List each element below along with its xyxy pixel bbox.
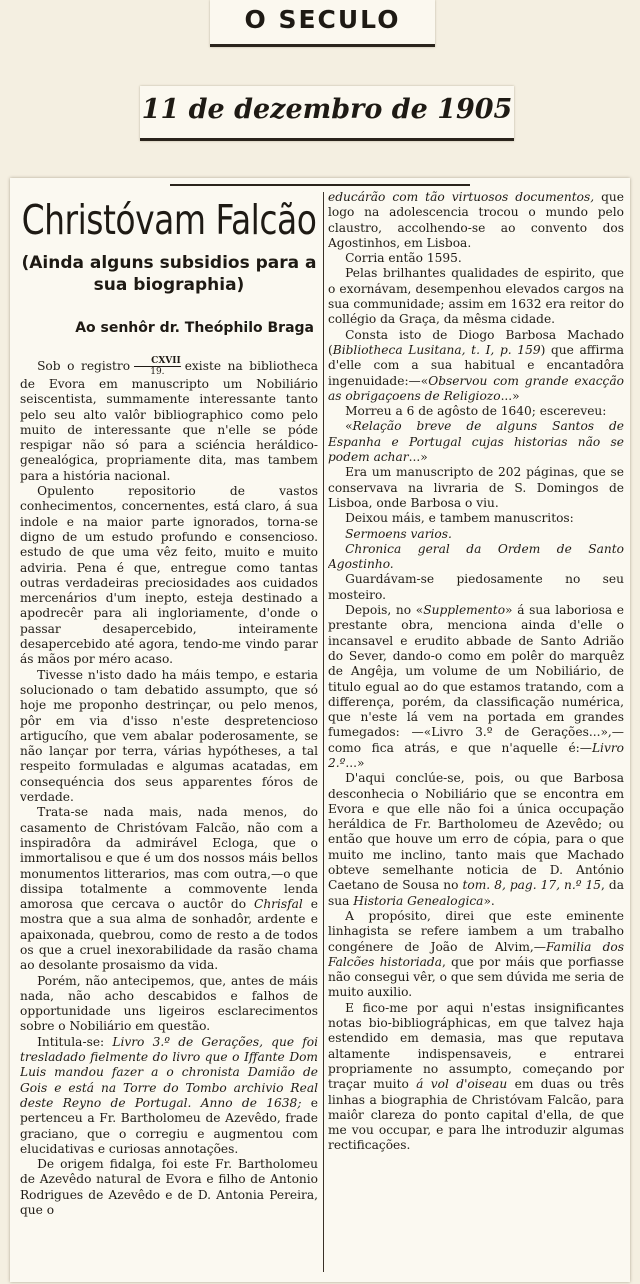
paragraph: Intitula-se: Livro 3.º de Gerações, que foi tresladado fielmente do livro que o Iffante Dom Luis mandou fazer a o chronista Damião de Gois e está na Torre do Tombo archivio Real deste Reyno de Portugal. Anno de 1638; e pertenceu a Fr. Bartholomeu de Azevêdo, frade graciano, que o corregiu e augmentou com elucidativas e curiosas annotações. — [20, 1034, 318, 1156]
paragraph: Depois, no «Supplemento» á sua laboriosa e prestante obra, menciona ainda d'elle o incansavel e erudito abbade de Santo Adrião do Sever, dando-o como em polêr do marquêz de Angêja, um volume de um Nobiliário, de titulo egual ao do que estamos tratando, com a differença, porém, da classificação numérica, que n'este lá vem na portada em grandes fumegados: —«Livro 3.º de Gerações...»,—como fica atrás, e que n'aquelle é:—Livro 2.º...» — [328, 603, 624, 770]
paragraph: Porém, não antecipemos, que, antes de máis nada, não acho descabidos e falhos de opportunidade uns ligeiros esclarecimentos sobre o Nobiliário em questão. — [20, 973, 318, 1034]
paragraph: «Relação breve de alguns Santos de Espanha e Portugal cujas historias não se podem achar...» — [328, 419, 624, 465]
column-right — [328, 190, 624, 1278]
masthead-strip — [210, 0, 435, 47]
paragraph: Deixou máis, e tambem manuscritos: — [345, 511, 574, 526]
column-left — [20, 190, 318, 1278]
paragraph: Guardávam-se piedosamente no seu mosteiro. — [328, 572, 624, 602]
paragraph: Opulento repositorio de vastos conhecimentos, concernentes, está claro, á sua indole e na maior parte ignorados, torna-se digno de um estudo profundo e consencioso. estudo de que uma vêz feito, muito e muito adviria. Pena é que, entregue como tantas outras verdadeiras preciosidades aos cuidados mercenários d'um inepto, esteja destinado a apodrecêr para ali ingloriamente, d'onde o passar desapercebido, inteiramente desapercebido até agora, tendo-me vindo parar ás mãos por méro acaso. — [20, 484, 318, 667]
registry-fraction: $\frac{\text{CXVII}}{19.}$ — [134, 356, 181, 377]
column-rule — [323, 192, 324, 1272]
paragraph: Tivesse n'isto dado ha máis tempo, e estaria solucionado o tam debatido assumpto, que só hoje me proponho destrinçar, ou pelo menos, pôr em via d'isso n'este despretencioso artigucího, que vem abalar poderosamente, se não lançar por terra, várias hypótheses, a tal respeito formuladas e algumas acatadas, em consequéncia dos seus apparentes fóros de verdade. — [20, 667, 318, 805]
masthead-title: O SECULO — [244, 5, 401, 34]
paragraph: Morreu a 6 de agôsto de 1640; escereveu: — [345, 404, 607, 419]
paragraph: D'aqui conclúe-se, pois, ou que Barbosa desconhecia o Nobiliário que se encontra em Evora e que elle não foi a única occupação heráldica de Fr. Bartholomeu de Azevêdo; ou então que houve um erro de cópia, para o que muito me inclino, tanto mais que Machado obteve semelhante noticia de D. António Caetano de Sousa no tom. 8, pag. 17, n.º 15, da sua Historia Genealogica». — [328, 771, 624, 908]
paragraph: Sob o registro $\frac{\text{CXVII}}{19.}$ existe na bibliotheca de Evora em manuscripto um Nobiliário seiscentista, summamente interessante tanto pelo seu alto valôr bibliographico como pelo muito de interessante que n'elle se póde respigar não só para a sciéncia heráldico-genealógica, propriamente dita, mas tambem para a história nacional. — [20, 356, 318, 483]
paragraph: Pelas brilhantes qualidades de espirito, que o exornávam, desempenhou elevados cargos na sua communidade; assim em 1632 era reitor do collégio da Graça, da mêsma cidade. — [328, 266, 624, 327]
paragraph: Consta isto de Diogo Barbosa Machado (Bibliotheca Lusitana, t. I, p. 159) que affirma d'elle com a sua habitual e encantadôra ingenuidade:—«Observou com grande exacção as obrigaçoens de Religiozo...» — [328, 327, 624, 403]
paragraph: Chronica geral da Ordem de Santo Agostinho. — [328, 541, 624, 572]
date-strip — [140, 86, 514, 141]
article-title: Christóvam Falcão — [21, 195, 317, 244]
paragraph: A propósito, direi que este eminente linhagista se refere iambem a um trabalho congénere de João de Alvim,—Familia dos Falcões historiada, que por máis que porfiasse não consegui vêr, o que sem dúvida me seria de muito auxilio. — [328, 908, 624, 1000]
paragraph: educárão com tão virtuosos documentos, que logo na adolescencia trocou o mundo pelo claustro, accolhendo-se ao convento dos Agostinhos, em Lisboa. — [328, 190, 624, 250]
issue-date: 11 de dezembro de 1905 — [141, 94, 513, 125]
article-subtitle: (Ainda alguns subsidios para a sua biographia) — [21, 253, 317, 295]
paragraph: Era um manuscripto de 202 páginas, que se conservava na livraria de S. Domingos de Lisboa, onde Barbosa o viu. — [328, 465, 624, 510]
paragraph: De origem fidalga, foi este Fr. Bartholomeu de Azevêdo natural de Evora e filho de Antonio Rodrigues de Azevêdo e de D. Antonia Pereira, que o — [20, 1157, 318, 1218]
paragraph: Sermoens varios. — [345, 526, 452, 541]
dedication: Ao senhôr dr. Theóphilo Braga — [75, 320, 314, 336]
paragraph: Trata-se nada mais, nada menos, do casamento de Christóvam Falcão, não com a inspiradôra da admirável Ecloga, que o immortalisou e que é um dos nossos máis bellos monumentos litterarios, mas com outra,—o que dissipa totalmente a commovente lenda amorosa que cercava o auctôr do Chrisfal e mostra que a sua alma de sonhadôr, ardente e apaixonada, quebrou, como de resto a de todos os que a cruel inexorabilidade da rasão chama ao desolante prosaismo da vida. — [20, 805, 318, 973]
article-clipping — [10, 178, 630, 1282]
top-rule — [170, 184, 470, 186]
paragraph: E fico-me por aqui n'estas insignificantes notas bio-bibliográphicas, em que talvez haja estendido em demasia, mas que reputava altamente indispensaveis, e entrarei propriamente no assumpto, começando por traçar muito á vol d'oiseau em duas ou três linhas a biographia de Christóvam Falcão, para maiôr clareza do ponto capital d'ella, de que me vou occupar, e para lhe introduzir algumas rectificações. — [328, 1000, 624, 1153]
paragraph: Corria então 1595. — [345, 251, 462, 266]
